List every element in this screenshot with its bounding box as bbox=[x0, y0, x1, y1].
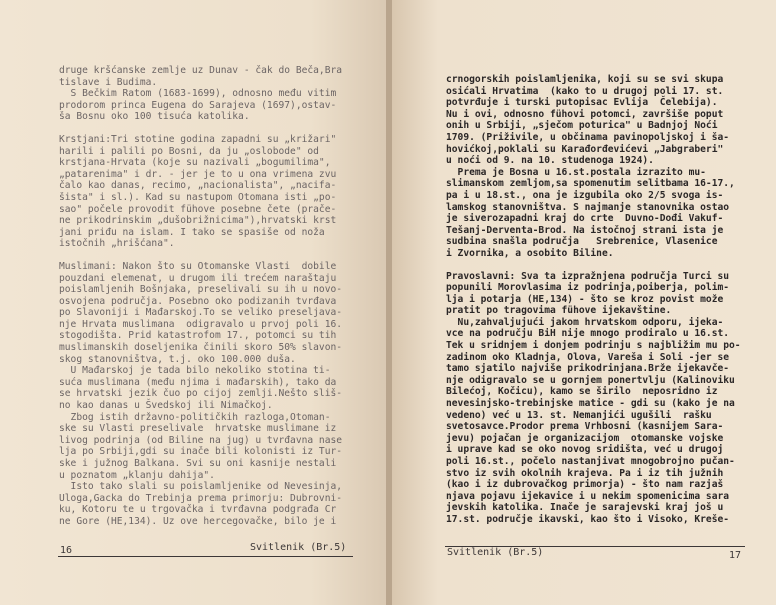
paragraph bbox=[446, 271, 741, 526]
text-line: nevesinjsko-trebinjske matice - gdi su (kako je na bbox=[446, 398, 735, 410]
left-page-number: 16 bbox=[60, 545, 73, 556]
text-line: ske i južnog Balkana. Svi su oni kasnije nestali bbox=[59, 458, 337, 469]
text-line: Muslimani: Nakon što su Otomanske Vlasti dobile bbox=[59, 260, 337, 272]
text-line: popunili Morovlasima iz podrinja,poiberja, polim- bbox=[446, 282, 730, 294]
text-line: suća muslimana (među njima i mađarskih), tako da bbox=[59, 376, 337, 388]
text-line: njava pojavu ijekavice i u nekim spomenicima sara bbox=[446, 490, 730, 502]
text-line: Prema je Bosna u 16.st.postala izrazito mu- bbox=[446, 166, 706, 178]
text-line: osićali Hrvatima (kako to u drugoj poli 17. st. bbox=[446, 85, 724, 97]
text-line: sao" počele provodit fühove posebne čete (prače- bbox=[59, 203, 337, 215]
text-line: zadinom oko Kladnja, Olova, Vareša i Soli -jer se bbox=[446, 351, 730, 363]
right-page-number: 17 bbox=[729, 550, 742, 561]
text-line: šista" i sl.). Kad su nastupom Otomana isti „po- bbox=[59, 191, 337, 203]
text-line: Nu i ovi, odnosno fühovi potomci, završiše poput bbox=[446, 108, 724, 120]
right-page-text bbox=[446, 74, 741, 526]
text-line: čalo kao danas, recimo, „nacionalista", „nacifa- bbox=[59, 180, 337, 192]
text-line: Tešanj-Derventa-Brod. Na istočnoj strani ista je bbox=[446, 224, 724, 236]
text-line: svetosavce.Prodor prema Vrhbosni (kasnijem Sara- bbox=[446, 421, 724, 433]
text-line: S Bečkim Ratom (1683-1699), odnosno među vitim bbox=[59, 88, 337, 100]
text-line: Nu,zahvaljujući jakom hrvatskom odporu, ijeka- bbox=[446, 316, 724, 328]
paragraph-gap bbox=[446, 260, 741, 271]
text-line: crnogorskih poislamljenika, koji su se svi skupa bbox=[446, 74, 724, 85]
text-line: nje Hrvata muslimana odigravalo u prvoj poli 16. bbox=[59, 318, 343, 330]
text-line: u noći od 9. na 10. studenoga 1924). bbox=[446, 155, 654, 167]
text-line: hovićkoj,poklali su Karađorđevićevi „Jabgraberi" bbox=[446, 143, 724, 155]
text-line: 17.st. područje ikavski, kao što i Visoko, Kreše- bbox=[446, 513, 730, 525]
text-line: Zbog istih državno-političkih razloga,Otoman- bbox=[59, 411, 331, 423]
text-line: Isto tako slali su poislamljenike od Nevesinja, bbox=[59, 481, 343, 493]
paragraph bbox=[59, 261, 342, 528]
text-line: lja po Srbiji,gdi su inače bili kolonisti iz Tur- bbox=[59, 446, 343, 458]
text-line: i Zvornika, a osobito Biline. bbox=[446, 247, 614, 259]
text-line: U Mađarskoj je tada bilo nekoliko stotina ti- bbox=[59, 365, 331, 377]
text-line: 1709. (Priživile, u občinama pavinopoljskoj i ša- bbox=[446, 131, 730, 143]
text-line: jevu) pojačan je organizacijom otomanske vojske bbox=[446, 432, 724, 444]
text-line: jevskih katolika. Inače je sarajevski kraj još u bbox=[446, 502, 724, 514]
text-line: ša Bosnu oko 100 tisuća katolika. bbox=[59, 111, 250, 123]
text-line: nje odigravalo se u gornjem ponertvlju (Kalinoviku bbox=[446, 374, 735, 386]
text-line: harili i palili po Bosni, da ju „oslobode" od bbox=[59, 145, 319, 157]
text-line: se hrvatski jezik čuo po cijoj zemlji.Nešto sliš- bbox=[59, 388, 343, 400]
text-line: osvojena područja. Posebno oko podizanih tvrđava bbox=[59, 295, 337, 307]
right-footer-title: Svitlenik (Br.5) bbox=[447, 547, 544, 558]
text-line: pa i u 18.st., ona je izgubila oko 2/5 svoga is- bbox=[446, 189, 724, 201]
text-line: Tek u sridnjem i donjem podrinju s najbližim mu po- bbox=[446, 340, 741, 352]
text-line: tamo sjatilo najviše prikodrinjana.Brže ijekavče- bbox=[446, 363, 730, 375]
text-line: jani priđu na islam. I tako se spasiše od noža bbox=[59, 226, 325, 238]
paragraph-gap bbox=[59, 250, 342, 261]
paragraph-gap bbox=[59, 123, 342, 134]
text-line: lja i potarja (HE,134) - što se kroz povist može bbox=[446, 293, 724, 305]
text-line: ske su Vlasti preselivale hrvatske muslimane iz bbox=[59, 423, 337, 435]
text-line: Uloga,Gacka do Trebinja prema primorju: Dubrovni- bbox=[59, 492, 343, 504]
text-line: pouzdani elemenat, u drugom ili trećem naraštaju bbox=[59, 272, 337, 284]
text-line: Krstjani:Tri stotine godina zapadni su „križari" bbox=[59, 133, 337, 145]
text-line: Bilećoj, Kočicu), kamo se širilo neposridno iz bbox=[446, 386, 718, 398]
right-page bbox=[392, 0, 776, 605]
text-line: skog stanovništva, t.j. oko 100.000 duša. bbox=[59, 353, 296, 365]
text-line: pratit po tragovima fühove ijekavštine. bbox=[446, 305, 672, 317]
text-line: (kao i iz dubrovačkog primorja) - što nam razjaš bbox=[446, 479, 724, 491]
text-line: i uprave kad se oko novog sridišta, već u drugoj bbox=[446, 444, 724, 456]
text-line: je siverozapadni kraj do crte Duvno-Dođi Vakuf- bbox=[446, 213, 724, 225]
paragraph bbox=[446, 74, 741, 260]
text-line: stogodišta. Prid katastrofom 17., potomci su tih bbox=[59, 330, 337, 342]
paragraph bbox=[59, 65, 342, 123]
text-line: sudbina snašla područja Srebrenice, Vlasenice bbox=[446, 236, 718, 248]
text-line: po Slavoniji i Mađarskoj.To se veliko preseljava- bbox=[59, 307, 343, 319]
text-line: tislave i Budima. bbox=[59, 76, 158, 88]
text-line: druge kršćanske zemlje uz Dunav - čak do Beča,Bra bbox=[59, 65, 343, 76]
text-line: prodorom princa Eugena do Sarajeva (1697),ostav- bbox=[59, 99, 337, 111]
text-line: krstjana-Hrvata (koje su nazivali „bogumilima", bbox=[59, 157, 331, 169]
text-line: istočnih „hrišćana". bbox=[59, 238, 175, 250]
left-footer-rule bbox=[58, 556, 353, 557]
text-line: vedeno) već u 13. st. Nemanjići ugušili rašku bbox=[446, 409, 712, 421]
text-line: ku, Kotoru te u trgovačka i tvrđavna podgrađa Cr bbox=[59, 504, 337, 516]
paragraph bbox=[59, 134, 342, 250]
text-line: muslimanskih doseljenika činili skoro 50% slavon- bbox=[59, 342, 343, 354]
text-line: u poznatom „klanju dahija". bbox=[59, 469, 215, 481]
text-line: stvo iz svih okolnih krajeva. Pa i iz tih južnih bbox=[446, 467, 724, 479]
text-line: poislamljenih Bošnjaka, preselivali su ih u novo- bbox=[59, 284, 343, 296]
left-page-text bbox=[59, 65, 342, 528]
text-line: lamskog stanovništva. S najmanje stanovnika ostao bbox=[446, 201, 730, 213]
text-line: poli 16.st., počelo nastanjivat mnogobrojno pučan- bbox=[446, 456, 735, 467]
text-line: no kao danas u Švedskoj ili Nimačkoj. bbox=[59, 400, 273, 412]
text-line: slimanskom zemljom,sa spomenutim selitbama 16-17., bbox=[446, 178, 735, 190]
text-line: potvrđuje i turski putopisac Evlija Čelebija). bbox=[446, 97, 718, 109]
left-footer-title: Svitlenik (Br.5) bbox=[250, 542, 347, 553]
text-line: onih u Srbiji, „sječom poturica" u Badnjoj Noći bbox=[446, 120, 718, 132]
text-line: vce na području BiH nije mnogo prodiralo u 16.st. bbox=[446, 328, 730, 340]
text-line: „patarenima" i dr. - jer je to u ona vrimena zvu bbox=[59, 168, 337, 180]
text-line: ne Gore (HE,134). Uz ove hercegovačke, bilo je i bbox=[59, 515, 337, 527]
text-line: livog podrinja (od Biline na jug) u tvrđavna nase bbox=[59, 434, 343, 446]
text-line: Pravoslavni: Sva ta izpražnjena područja Turci su bbox=[446, 270, 730, 282]
text-line: ne prikodrinskim „dušobrižnicima"),hrvatski krst bbox=[59, 215, 337, 227]
